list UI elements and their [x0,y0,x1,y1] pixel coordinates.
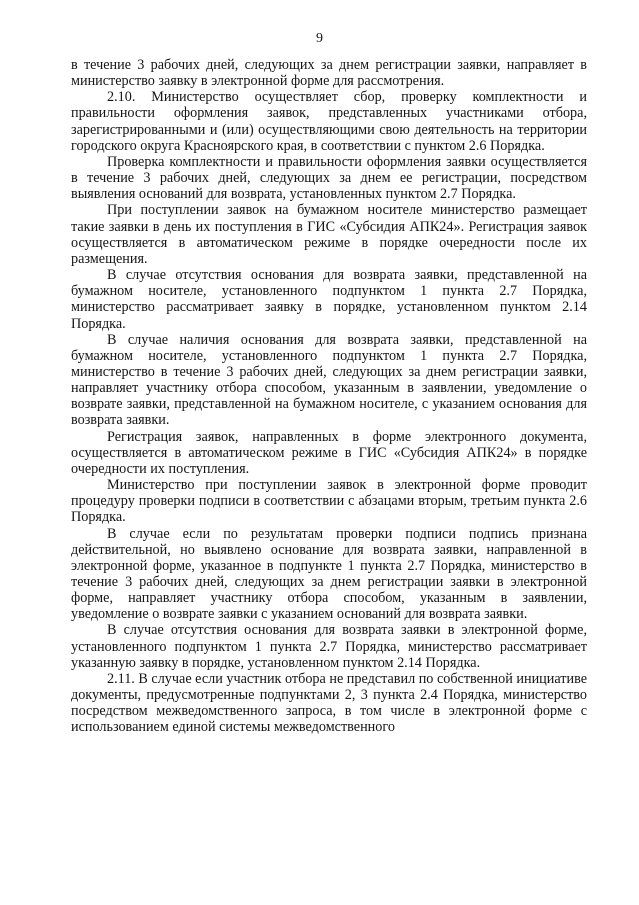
paragraph-no-return-electronic: В случае отсутствия основания для возврата заявки в электронной форме, установленного подпунктом 1 пункта 2.7 Порядка, министерство рассматривает указанную заявку в порядке, установленном пунктом 2.14 Порядка. [71,622,587,671]
paragraph-signature-valid-return: В случае если по результатам проверки подписи подпись признана действительной, но выявлено основание для возврата заявки, направленной в электронной форме, указанное в подпункте 1 пункта 2.7 Порядка, министерство в течение 3 рабочих дней, следующих за днем регистрации заявки в электронной форме, направляет участнику отбора способом, указанным в заявлении, уведомление о возврате заявки с указанием оснований для возврата заявки. [71,525,587,623]
paragraph-check-completeness: Проверка комплектности и правильности оформления заявки осуществляется в течение 3 рабочих дней, следующих за днем ее регистрации, посредством выявления оснований для возврата, установленных пунктом 2.7 Порядка. [71,153,587,203]
paragraph-signature-check: Министерство при поступлении заявок в электронной форме проводит процедуру проверки подписи в соответствии с абзацами вторым, третьим пункта 2.6 Порядка. [71,477,587,526]
paragraph-2-10: 2.10. Министерство осуществляет сбор, проверку комплектности и правильности оформления заявок, представленных участниками отбора, зарегистрированными и (или) осуществляющими свою деятельность на территории городского округа Красноярского края, в соответствии с пунктом 2.6 Порядка. [71,89,587,154]
page-number: 9 [316,31,323,46]
paragraph-2-11: 2.11. В случае если участник отбора не представил по собственной инициативе документы, предусмотренные подпунктами 2, 3 пункта 2.4 Порядка, министерство посредством межведомственного запроса, в том числе в электронной форме с использованием единой системы межведомственного [71,670,587,736]
paragraph-no-return-paper: В случае отсутствия основания для возврата заявки, представленной на бумажном носителе, установленного подпунктом 1 пункта 2.7 Порядка, министерство рассматривает заявку в порядке, установленном пунктом 2.14 Порядка. [71,267,587,332]
paragraph-continuation: в течение 3 рабочих дней, следующих за днем регистрации заявки, направляет в министерство заявку в электронной форме для рассмотрения. [71,57,587,90]
paragraph-electronic-registration: Регистрация заявок, направленных в форме электронного документа, осуществляется в автоматическом режиме в ГИС «Субсидия АПК24» в порядке очередности их поступления. [71,428,587,477]
paragraph-paper-submission: При поступлении заявок на бумажном носителе министерство размещает такие заявки в день их поступления в ГИС «Субсидия АПК24». Регистрация заявок осуществляется в автоматическом режиме в порядке очередности после их размещения. [71,202,587,267]
paragraph-return-paper: В случае наличия основания для возврата заявки, представленной на бумажном носителе, установленного подпунктом 1 пункта 2.7 Порядка, министерство в течение 3 рабочих дней, следующих за днем регистрации заявки, направляет участнику отбора способом, указанным в заявлении, уведомление о возврате заявки, представленной на бумажном носителе, с указанием основания для возврата заявки. [71,331,587,429]
document-body [71,57,587,736]
